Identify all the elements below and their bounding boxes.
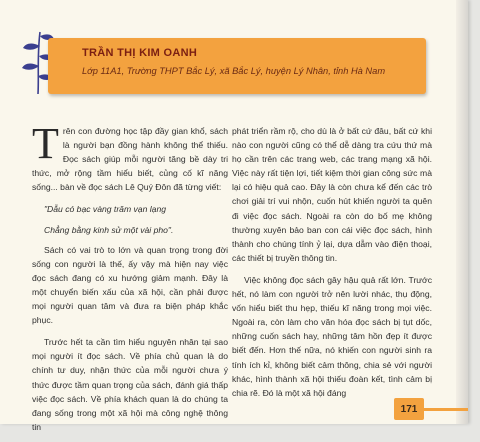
paragraph: phát triển rầm rộ, cho dù là ở bất cứ đâu, bất cứ khi nào con người cũng có thể dễ dàng tra cứu thứ mà họ cần trên các trang web, các trang mạng xã hội. Việc này rất tiện lợi, tiết kiệm thời gian công sức mà lại có hiệu quả cao. Đây là còn chưa kể đến các trò chơi giải trí vui nhộn, cuốn hút khiến người ta quên đi việc đọc sách. Ngoài ra còn do bố mẹ không thường xuyên bảo ban con cái việc đọc sách, hình thành cho chúng tính ỷ lại, dựa dẫm vào điện thoại, các thiết bị truyền thông tin. [232,126,432,263]
paragraph: Việc không đọc sách gây hậu quả rất lớn. Trước hết, nó làm con người trở nên lười nhác, thụ động, vốn hiểu biết thu hẹp, thiếu kĩ năng trong mọi việc. Ngoài ra, còn làm cho văn hóa đọc sách bị tụt dốc, những cuốn sách hay, những tâm hồn đẹp ít được biết đến. Hơn thế nữa, nó khiến con người sinh ra tính ích kỉ, không biết cảm thông, chia sẻ với người khác, hình thành xã hội thiếu đoàn kết, tình cảm bị chia rẽ. Đó là một xã hội đáng [232,274,432,398]
drop-cap: T [32,119,59,168]
author-banner [48,38,426,94]
page-number: 171 [394,398,424,420]
page-number-bar [424,408,468,411]
paragraph-intro: Trên con đường học tập đầy gian khổ, sách là người bạn đồng hành không thể thiếu. Đọc sách giúp mỗi người tăng bề dày tri thức, mở rộng tầm hiểu biết, củng cố kĩ năng sống... bàn về đọc sách Lê Quý Đôn đã từng viết: [32,119,228,193]
author-info: Lớp 11A1, Trường THPT Bắc Lý, xã Bắc Lý, huyện Lý Nhân, tỉnh Hà Nam [82,66,386,76]
article-column-right [232,124,432,408]
paragraph: Trước hết ta cần tìm hiểu nguyên nhân tại sao mọi người ít đọc sách. Về phía chủ quan là do chính tư duy, nhận thức của mỗi người chưa ý thức được tầm quan trọng của sách, đánh giá thấp việc đọc sách. Về phía khách quan là do chúng ta đang sống trong một xã hội mà công nghệ thông tin [32,337,228,432]
page-edge [456,0,468,424]
article-column-left [32,119,228,442]
paragraph: Sách có vai trò to lớn và quan trọng trong đời sống con người là thế, ấy vậy mà hiện nay việc đọc sách đang có xu hướng giảm mạnh. Đây là một chuyển biến xấu của xã hội, cần phải được mọi người quan tâm và đưa ra biện pháp khắc phục. [32,244,228,326]
quote-line-1: "Dẫu có bạc vàng trăm vạn lạng [44,204,166,215]
quote-line-2: Chẳng bằng kinh sử một vài pho". [44,224,174,235]
author-name: TRẦN THỊ KIM OANH [82,47,198,59]
